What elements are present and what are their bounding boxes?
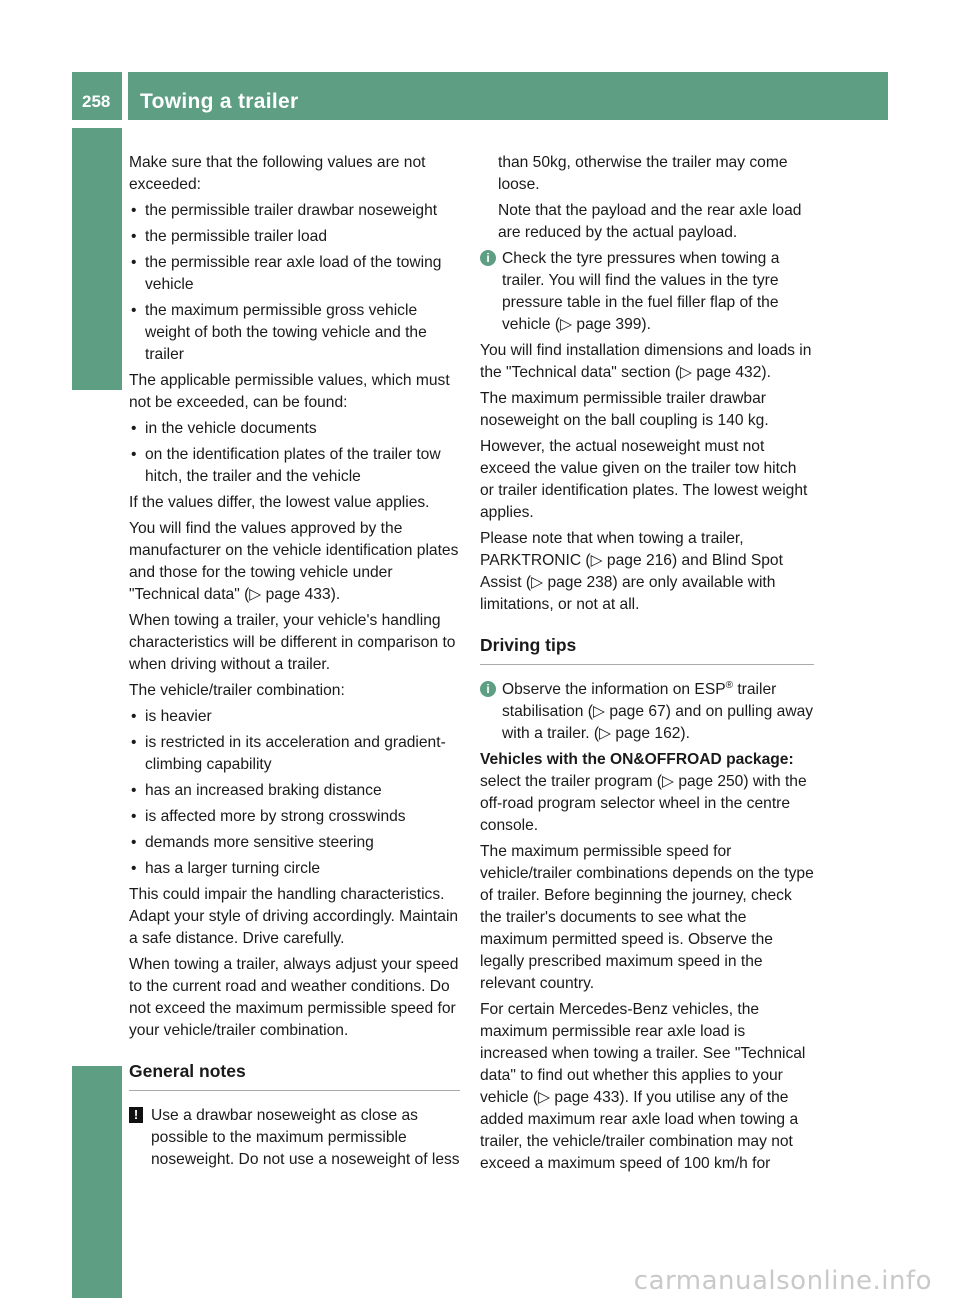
section-title: Towing a trailer xyxy=(140,90,299,113)
list-item: • the permissible trailer load xyxy=(129,226,460,248)
list-item: • is heavier xyxy=(129,706,460,728)
paragraph: Please note that when towing a trailer, PARKTRONIC (▷ page 216) and Blind Spot Assist (▷ page 238) are only available with limitations, or not at all. xyxy=(480,530,783,613)
watermark: carmanualsonline.info xyxy=(633,1266,932,1296)
paragraph: When towing a trailer, your vehicle's handling characteristics will be different in comparison to when driving without a trailer. xyxy=(129,612,456,673)
paragraph: The applicable permissible values, which must not be exceeded, can be found: xyxy=(129,372,450,411)
info-icon: i xyxy=(480,681,496,697)
info-text: trailer stabilisation (▷ page 67) and on pulling away with a trailer. (▷ page 162). xyxy=(502,681,814,742)
paragraph: When towing a trailer, always adjust your speed to the current road and weather conditions. Do not exceed the maximum permissible speed for your vehicle/trailer combination. xyxy=(129,956,459,1039)
paragraph: Note that the payload and the rear axle load are reduced by the actual payload. xyxy=(498,202,802,241)
paragraph xyxy=(480,749,814,837)
info-icon: i xyxy=(480,250,496,266)
list-item: • the permissible rear axle load of the towing vehicle xyxy=(129,252,460,296)
paragraph: Make sure that the following values are not exceeded: xyxy=(129,154,426,193)
paragraph: For certain Mercedes-Benz vehicles, the maximum permissible rear axle load is increased when towing a trailer. See "Technical data" to find out whether this applies to your vehicle (▷ page 433). If you utilise any of the added maximum rear axle load when towing a trailer, the vehicle/trailer combination may not exceed a maximum speed of 100 km/h for xyxy=(480,1001,806,1172)
list-item: • is restricted in its acceleration and gradient-climbing capability xyxy=(129,732,460,776)
list-item: • the permissible trailer drawbar noseweight xyxy=(129,200,460,222)
info-note xyxy=(480,679,814,745)
side-tab-label: Driving and parking xyxy=(86,184,109,382)
paragraph: You will find installation dimensions and loads in the "Technical data" section (▷ page 432). xyxy=(480,342,812,381)
heading-general-notes: General notes xyxy=(129,1060,460,1091)
info-text: Observe the information on ESP xyxy=(502,681,726,698)
paragraph: than 50kg, otherwise the trailer may come loose. xyxy=(498,154,788,193)
list-item: • the maximum permissible gross vehicle weight of both the towing vehicle and the trailer xyxy=(129,300,460,366)
side-margin-block xyxy=(72,1066,122,1298)
heading-driving-tips: Driving tips xyxy=(480,634,814,665)
paragraph-text: select the trailer program (▷ page 250) with the off-road program selector wheel in the centre console. xyxy=(480,773,807,834)
left-column xyxy=(129,152,460,1175)
list-item: • demands more sensitive steering xyxy=(129,832,460,854)
bold-lead: Vehicles with the ON&OFFROAD package: xyxy=(480,751,794,768)
list-item: • in the vehicle documents xyxy=(129,418,460,440)
paragraph: You will find the values approved by the manufacturer on the vehicle identification plates and those for the towing vehicle under "Technical data" (▷ page 433). xyxy=(129,520,459,603)
paragraph: The maximum permissible trailer drawbar noseweight on the ball coupling is 140 kg. xyxy=(480,390,769,429)
list-item: • has an increased braking distance xyxy=(129,780,460,802)
right-column xyxy=(480,152,814,1179)
paragraph: This could impair the handling characteristics. Adapt your style of driving accordingly. Maintain a safe distance. Drive carefully. xyxy=(129,886,459,947)
list-item: • has a larger turning circle xyxy=(129,858,460,880)
paragraph: The maximum permissible speed for vehicle/trailer combinations depends on the type of trailer. Before beginning the journey, check the trailer's documents to see what the maximum permitted speed is. Observe the legally prescribed maximum speed in the relevant country. xyxy=(480,843,814,992)
paragraph: The vehicle/trailer combination: xyxy=(129,682,345,699)
list-item: • on the identification plates of the trailer tow hitch, the trailer and the vehicle xyxy=(129,444,460,488)
list-item: • is affected more by strong crosswinds xyxy=(129,806,460,828)
page-number-box xyxy=(72,72,122,120)
paragraph: If the values differ, the lowest value applies. xyxy=(129,494,430,511)
section-header xyxy=(128,72,888,120)
warning-icon: ! xyxy=(129,1107,143,1123)
page-number: 258 xyxy=(82,92,111,111)
warning-note xyxy=(129,1105,460,1171)
warning-text: Use a drawbar noseweight as close as possible to the maximum permissible noseweight. Do not use a noseweight of less xyxy=(151,1107,460,1168)
info-note xyxy=(480,248,814,336)
paragraph: However, the actual noseweight must not exceed the value given on the trailer tow hitch or trailer identification plates. The lowest weight applies. xyxy=(480,438,808,521)
registered-mark: ® xyxy=(725,679,734,691)
info-text: Check the tyre pressures when towing a trailer. You will find the values in the tyre pressure table in the fuel filler flap of the vehicle (▷ page 399). xyxy=(502,250,780,333)
